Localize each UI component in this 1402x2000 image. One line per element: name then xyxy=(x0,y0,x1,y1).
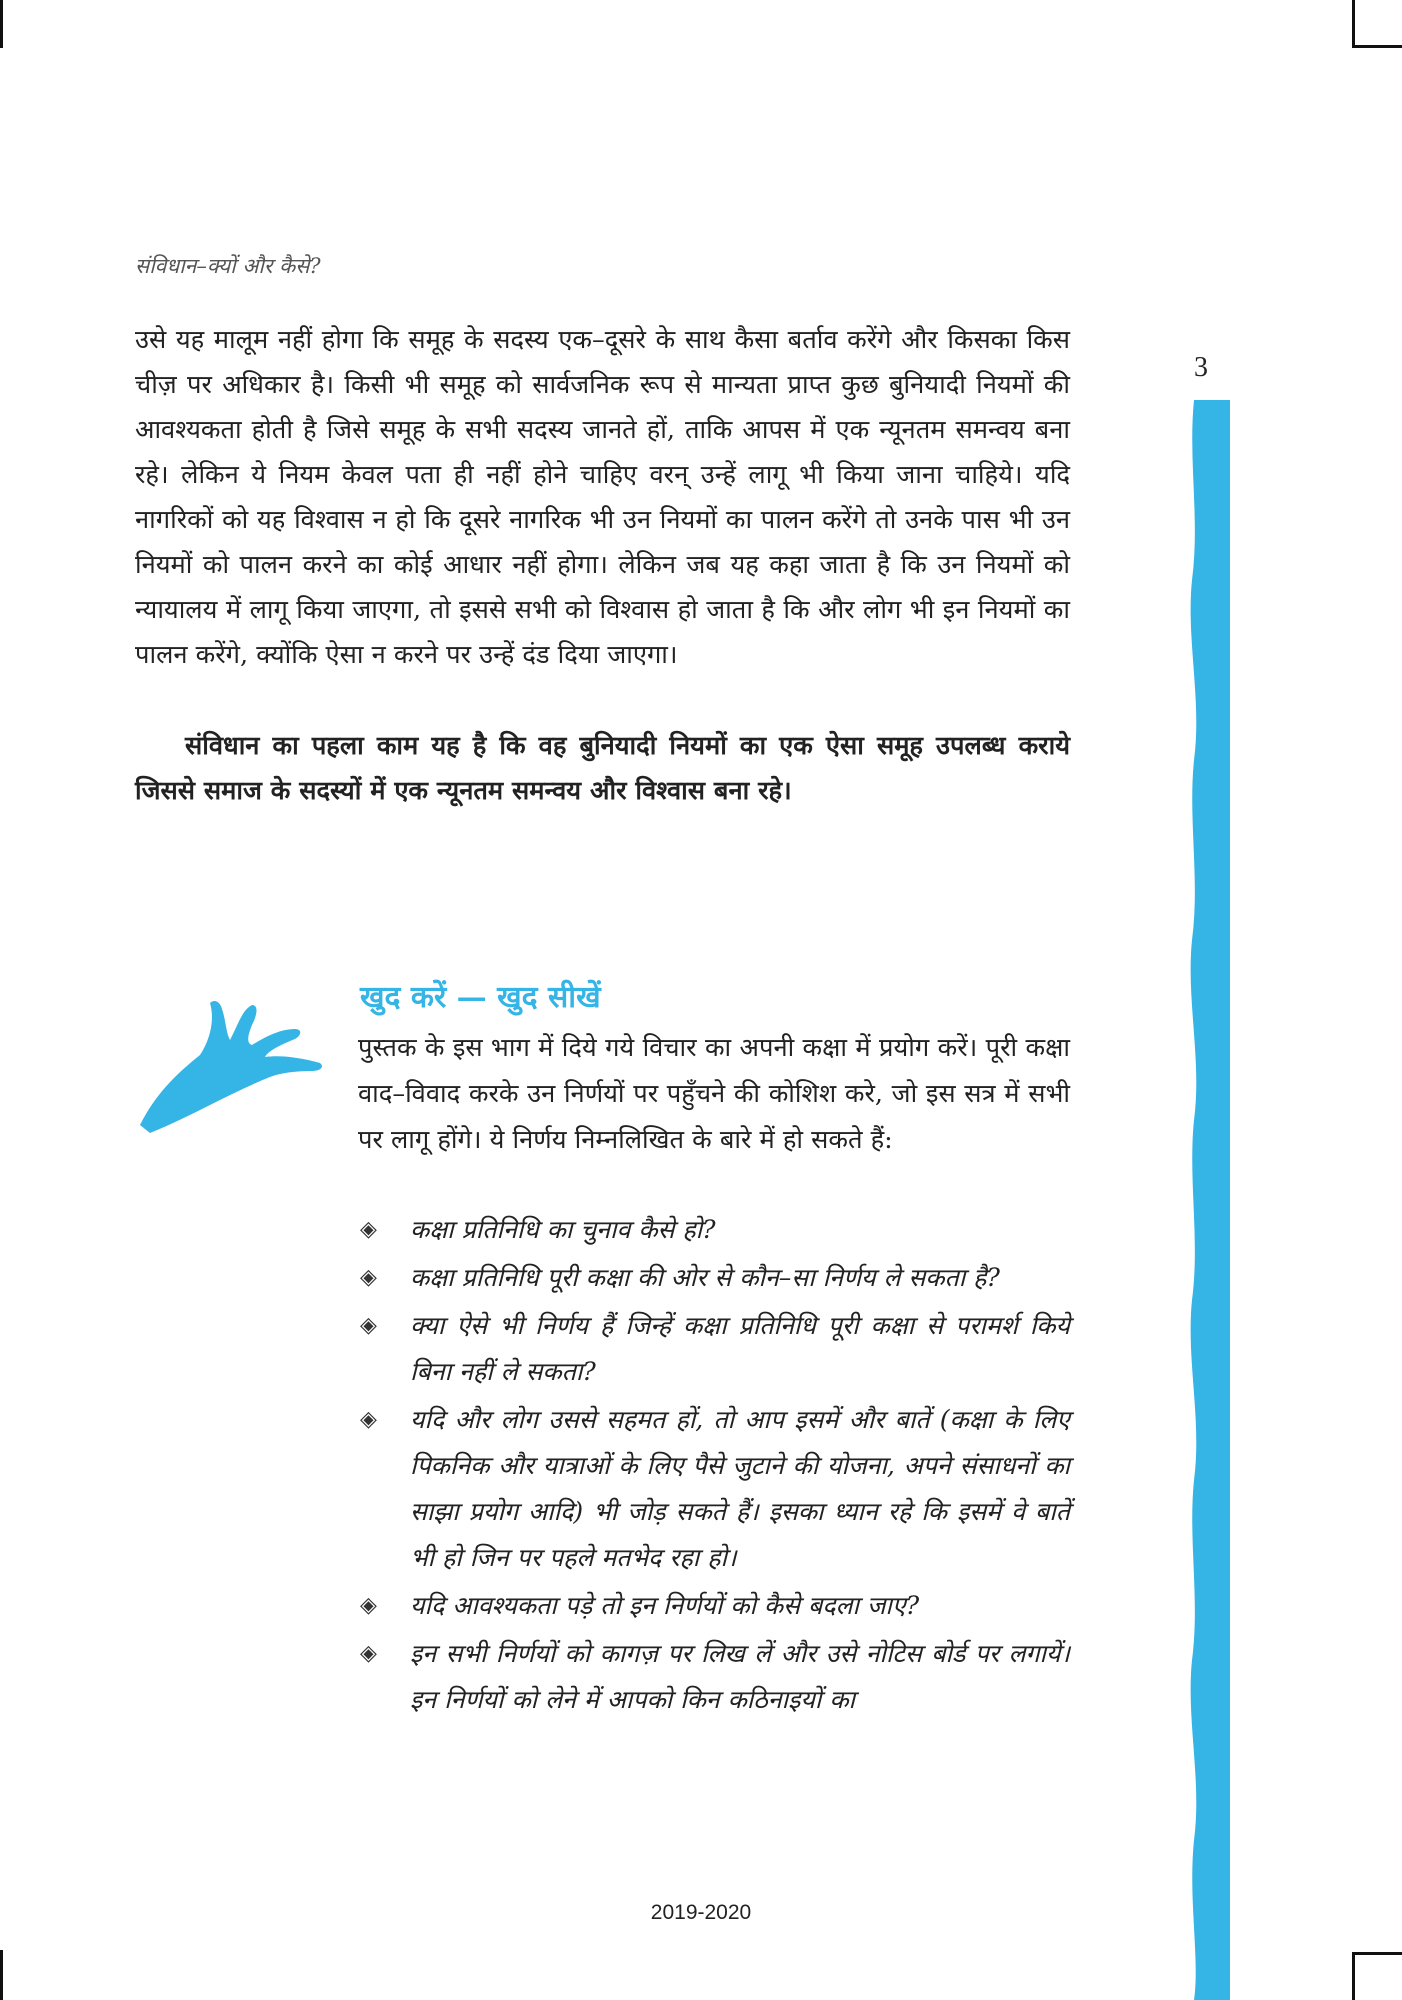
diamond-bullet-icon: ◈ xyxy=(360,1217,377,1242)
activity-title: खुद करें — खुद सीखें xyxy=(360,980,601,1015)
crop-mark-bottom-left xyxy=(0,1950,3,2000)
activity-bullet-list xyxy=(358,1207,1070,1725)
diamond-bullet-icon: ◈ xyxy=(360,1593,377,1618)
page-number: 3 xyxy=(1194,352,1208,383)
diamond-bullet-icon: ◈ xyxy=(360,1407,377,1432)
crop-mark-top-right-v xyxy=(1352,0,1355,48)
crop-mark-bottom-right-v xyxy=(1352,1952,1355,2000)
body-paragraph-bold: संविधान का पहला काम यह है कि वह बुनियादी नियमों का एक ऐसा समूह उपलब्ध कराये जिससे समाज के सदस्यों में एक न्यूनतम समन्वय और विश्वास बना रहे। xyxy=(135,731,1070,806)
crop-mark-bottom-right-h xyxy=(1352,1952,1402,1955)
list-item: ◈ कक्षा प्रतिनिधि का चुनाव कैसे हो? xyxy=(358,1207,1070,1253)
list-item: ◈ इन सभी निर्णयों को कागज़ पर लिख लें और उसे नोटिस बोर्ड पर लगायें। इन निर्णयों को लेने में आपको किन कठिनाइयों का xyxy=(358,1631,1070,1723)
activity-intro: पुस्तक के इस भाग में दिये गये विचार का अपनी कक्षा में प्रयोग करें। पूरी कक्षा वाद–विवाद करके उन निर्णयों पर पहुँचने की कोशिश करे, जो इस सत्र में सभी पर लागू होंगे। ये निर्णय निम्नलिखित के बारे में हो सकते हैं: xyxy=(358,1033,1070,1155)
footer-year: 2019-2020 xyxy=(650,1901,752,1924)
list-item: ◈ कक्षा प्रतिनिधि पूरी कक्षा की ओर से कौन–सा निर्णय ले सकता है? xyxy=(358,1255,1070,1301)
hand-gesture-icon xyxy=(130,985,330,1135)
running-header: संविधान–क्यों और कैसे? xyxy=(135,254,321,278)
crop-mark-top-left xyxy=(0,0,3,48)
list-item: ◈ यदि आवश्यकता पड़े तो इन निर्णयों को कैसे बदला जाए? xyxy=(358,1583,1070,1629)
list-item: ◈ क्या ऐसे भी निर्णय हैं जिन्हें कक्षा प्रतिनिधि पूरी कक्षा से परामर्श किये बिना नहीं ले सकता? xyxy=(358,1303,1070,1395)
body-paragraph: उसे यह मालूम नहीं होगा कि समूह के सदस्य एक–दूसरे के साथ कैसा बर्ताव करेंगे और किसका किस चीज़ पर अधिकार है। किसी भी समूह को सार्वजनिक रूप से मान्यता प्राप्त कुछ बुनियादी नियमों की आवश्यकता होती है जिसे समूह के सभी सदस्य जानते हों, ताकि आपस में एक न्यूनतम समन्वय बना रहे। लेकिन ये नियम केवल पता ही नहीं होने चाहिए वरन् उन्हें लागू भी किया जाना चाहिये। यदि नागरिकों को यह विश्वास न हो कि दूसरे नागरिक भी उन नियमों का पालन करेंगे तो उनके पास भी उन नियमों को पालन करने का कोई आधार नहीं होगा। लेकिन जब यह कहा जाता है कि उन नियमों को न्यायालय में लागू किया जाएगा, तो इससे सभी को विश्वास हो जाता है कि और लोग भी इन नियमों का पालन करेंगे, क्योंकि ऐसा न करने पर उन्हें दंड दिया जाएगा। xyxy=(135,325,1070,670)
list-item: ◈ यदि और लोग उससे सहमत हों, तो आप इसमें और बातें (कक्षा के लिए पिकनिक और यात्राओं के लिए पैसे जुटाने की योजना, अपने संसाधनों का साझा प्रयोग आदि) भी जोड़ सकते हैं। इसका ध्यान रहे कि इसमें वे बातें भी हो जिन पर पहले मतभेद रहा हो। xyxy=(358,1397,1070,1581)
crop-mark-top-right-h xyxy=(1352,45,1402,48)
blue-wave-strip xyxy=(1180,400,1230,2000)
diamond-bullet-icon: ◈ xyxy=(360,1265,377,1290)
diamond-bullet-icon: ◈ xyxy=(360,1313,377,1338)
diamond-bullet-icon: ◈ xyxy=(360,1641,377,1666)
